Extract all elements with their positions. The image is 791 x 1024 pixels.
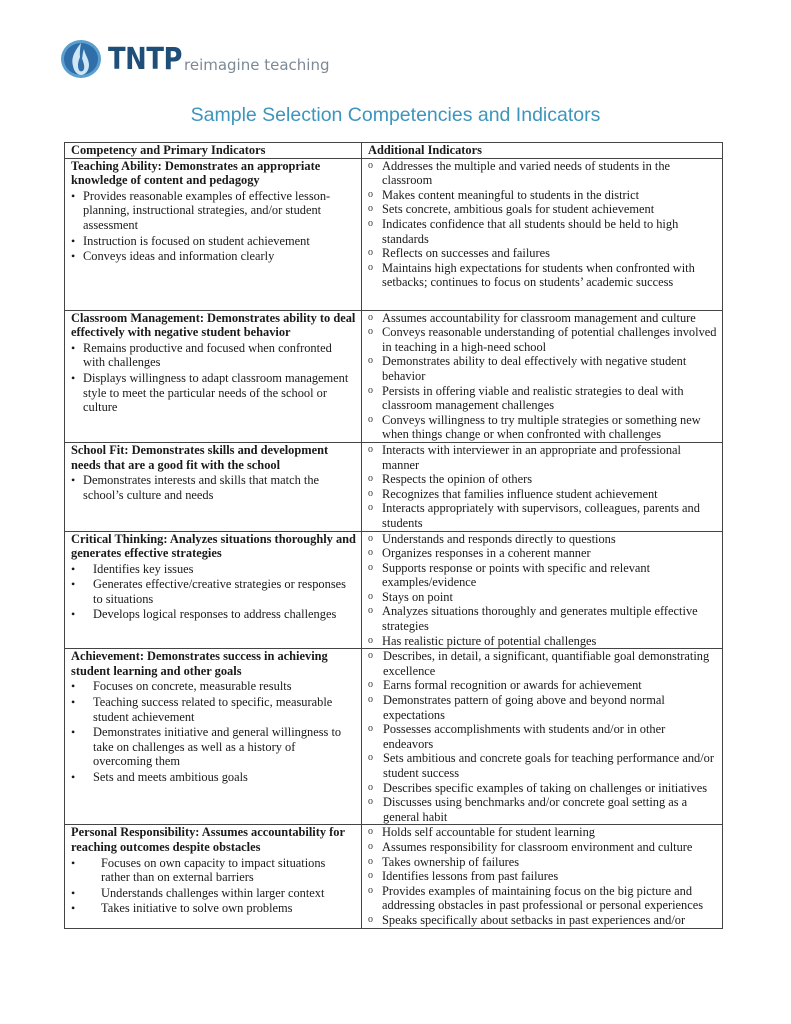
list-item: o Stays on point bbox=[368, 590, 717, 605]
additional-indicators bbox=[368, 532, 717, 649]
additional-cell bbox=[362, 442, 723, 531]
list-item: • Understands challenges within larger context bbox=[71, 886, 356, 901]
page-title: Sample Selection Competencies and Indicators bbox=[190, 104, 601, 126]
competency-cell bbox=[65, 825, 362, 929]
table-row bbox=[65, 310, 723, 442]
list-item: o Recognizes that families influence student achievement bbox=[368, 487, 717, 502]
list-item: • Sets and meets ambitious goals bbox=[71, 770, 356, 785]
competency-cell bbox=[65, 649, 362, 825]
list-item: o Demonstrates ability to deal effectively with negative student behavior bbox=[368, 354, 717, 383]
additional-cell bbox=[362, 649, 723, 825]
competency-title: Classroom Management: Demonstrates ability to deal effectively with negative student behavior bbox=[71, 310, 356, 340]
list-item: o Speaks specifically about setbacks in past experiences and/or bbox=[368, 913, 717, 928]
additional-indicators bbox=[368, 825, 717, 927]
list-item: • Teaching success related to specific, measurable student achievement bbox=[71, 695, 356, 724]
additional-cell bbox=[362, 825, 723, 929]
list-item: o Demonstrates pattern of going above and beyond normal expectations bbox=[368, 693, 717, 722]
list-item: o Describes specific examples of taking on challenges or initiatives bbox=[368, 781, 717, 796]
list-item: o Conveys willingness to try multiple strategies or something new when things change or when confronted with challenges bbox=[368, 413, 717, 442]
list-item: o Sets concrete, ambitious goals for student achievement bbox=[368, 202, 717, 217]
additional-indicators bbox=[368, 443, 717, 531]
competency-title: Critical Thinking: Analyzes situations thoroughly and generates effective strategies bbox=[71, 531, 356, 561]
list-item: o Conveys reasonable understanding of potential challenges involved in teaching in a high-need school bbox=[368, 325, 717, 354]
competency-title: Achievement: Demonstrates success in achieving student learning and other goals bbox=[71, 649, 328, 678]
primary-indicators bbox=[71, 679, 356, 784]
table-row bbox=[65, 158, 723, 310]
list-item: • Demonstrates initiative and general willingness to take on challenges as well as a history of overcoming them bbox=[71, 725, 356, 769]
list-item: o Identifies lessons from past failures bbox=[368, 869, 717, 884]
primary-indicators bbox=[71, 473, 356, 502]
competency-title: Teaching Ability: Demonstrates an appropriate knowledge of content and pedagogy bbox=[71, 158, 321, 188]
table-row bbox=[65, 442, 723, 531]
list-item: • Instruction is focused on student achievement bbox=[71, 234, 356, 249]
list-item: o Discusses using benchmarks and/or concrete goal setting as a general habit bbox=[368, 795, 717, 824]
list-item: • Identifies key issues bbox=[71, 562, 356, 577]
table-row bbox=[65, 825, 723, 929]
primary-indicators bbox=[71, 189, 356, 264]
additional-cell bbox=[362, 310, 723, 442]
list-item: o Persists in offering viable and realistic strategies to deal with classroom management challenges bbox=[368, 384, 717, 413]
table-row bbox=[65, 649, 723, 825]
column-header-additional: Additional Indicators bbox=[362, 143, 723, 159]
list-item: • Develops logical responses to address challenges bbox=[71, 607, 356, 622]
logo-tagline: reimagine teaching bbox=[184, 56, 330, 74]
competency-title: Personal Responsibility: Assumes accountability for reaching outcomes despite obstacles bbox=[71, 825, 345, 854]
list-item: o Has realistic picture of potential challenges bbox=[368, 634, 717, 649]
list-item: • Provides reasonable examples of effective lesson-planning, instructional strategies, and/or student assessment bbox=[71, 189, 356, 233]
list-item: o Holds self accountable for student learning bbox=[368, 825, 717, 840]
list-item: o Provides examples of maintaining focus on the big picture and addressing obstacles in past professional or personal experiences bbox=[368, 884, 717, 913]
list-item: o Describes, in detail, a significant, quantifiable goal demonstrating excellence bbox=[368, 649, 717, 678]
table-header-row bbox=[65, 143, 723, 159]
flame-logo-icon bbox=[60, 38, 102, 80]
competency-cell bbox=[65, 158, 362, 310]
list-item: o Takes ownership of failures bbox=[368, 855, 717, 870]
list-item: • Focuses on own capacity to impact situations rather than on external barriers bbox=[71, 856, 356, 885]
list-item: o Possesses accomplishments with students and/or in other endeavors bbox=[368, 722, 717, 751]
list-item: o Sets ambitious and concrete goals for teaching performance and/or student success bbox=[368, 751, 717, 780]
tntp-logo bbox=[60, 37, 329, 81]
logo-wordmark: TNTP bbox=[108, 41, 182, 77]
list-item: • Remains productive and focused when confronted with challenges bbox=[71, 341, 356, 370]
competency-title: School Fit: Demonstrates skills and development needs that are a good fit with the school bbox=[71, 442, 329, 472]
list-item: o Interacts with interviewer in an appropriate and professional manner bbox=[368, 443, 717, 472]
list-item: o Analyzes situations thoroughly and generates multiple effective strategies bbox=[368, 604, 717, 633]
list-item: o Interacts appropriately with supervisors, colleagues, parents and students bbox=[368, 501, 717, 530]
table-row bbox=[65, 531, 723, 649]
list-item: o Indicates confidence that all students should be held to high standards bbox=[368, 217, 717, 246]
primary-indicators bbox=[71, 341, 356, 415]
primary-indicators bbox=[71, 562, 356, 622]
list-item: o Makes content meaningful to students in the district bbox=[368, 188, 717, 203]
competency-cell bbox=[65, 442, 362, 531]
competency-cell bbox=[65, 531, 362, 649]
list-item: o Supports response or points with specific and relevant examples/evidence bbox=[368, 561, 717, 590]
list-item: • Generates effective/creative strategies or responses to situations bbox=[71, 577, 356, 606]
list-item: • Conveys ideas and information clearly bbox=[71, 249, 356, 264]
list-item: • Focuses on concrete, measurable results bbox=[71, 679, 356, 694]
list-item: o Assumes accountability for classroom management and culture bbox=[368, 311, 717, 326]
list-item: o Respects the opinion of others bbox=[368, 472, 717, 487]
competencies-table bbox=[64, 142, 723, 929]
additional-indicators bbox=[368, 159, 717, 290]
additional-cell bbox=[362, 158, 723, 310]
list-item: o Addresses the multiple and varied needs of students in the classroom bbox=[368, 159, 717, 188]
additional-indicators bbox=[368, 649, 717, 824]
list-item: • Displays willingness to adapt classroom management style to meet the particular needs of the school or culture bbox=[71, 371, 356, 415]
competency-cell bbox=[65, 310, 362, 442]
additional-cell bbox=[362, 531, 723, 649]
list-item: • Takes initiative to solve own problems bbox=[71, 901, 356, 916]
list-item: o Reflects on successes and failures bbox=[368, 246, 717, 261]
list-item: o Earns formal recognition or awards for achievement bbox=[368, 678, 717, 693]
additional-indicators bbox=[368, 311, 717, 442]
list-item: • Demonstrates interests and skills that match the school’s culture and needs bbox=[71, 473, 356, 502]
primary-indicators bbox=[71, 856, 356, 916]
list-item: o Understands and responds directly to questions bbox=[368, 532, 717, 547]
list-item: o Organizes responses in a coherent manner bbox=[368, 546, 717, 561]
list-item: o Assumes responsibility for classroom environment and culture bbox=[368, 840, 717, 855]
list-item: o Maintains high expectations for students when confronted with setbacks; continues to focus on students’ academic success bbox=[368, 261, 717, 290]
column-header-competency: Competency and Primary Indicators bbox=[65, 143, 362, 159]
